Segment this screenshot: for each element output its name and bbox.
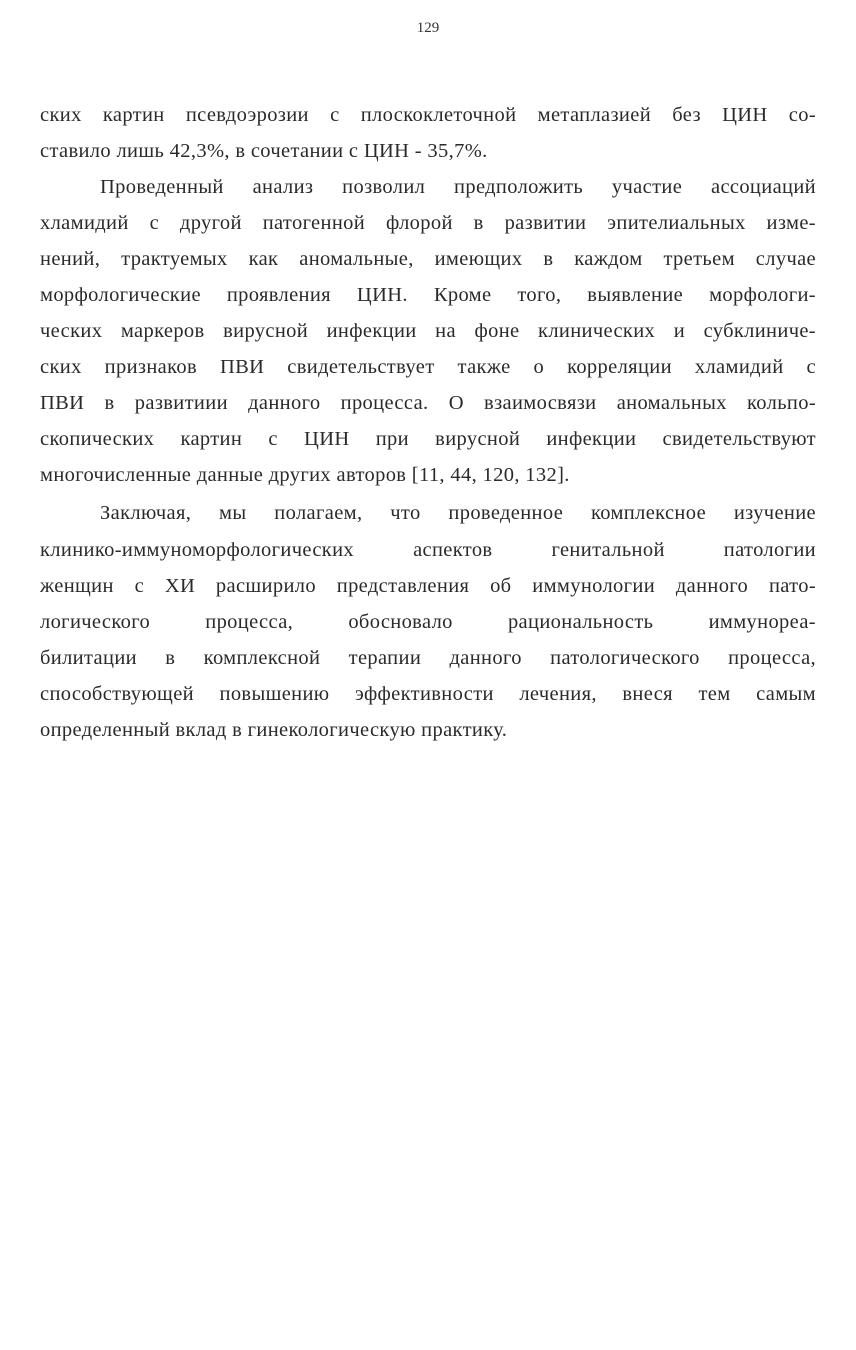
text-line: определенный вклад в гинекологическую практику. xyxy=(40,719,508,741)
paragraph-first-line: Заключая, мы полагаем, что проведенное комплексное изучение xyxy=(100,502,816,524)
text-line: способствующей повышению эффективности лечения, внеся тем самым xyxy=(40,683,816,705)
text-line: ПВИ в развитиии данного процесса. О взаимосвязи аномальных кольпо- xyxy=(40,392,816,414)
text-line: ставило лишь 42,3%, в сочетании с ЦИН - 35,7%. xyxy=(40,140,488,162)
text-line: нений, трактуемых как аномальные, имеющих в каждом третьем случае xyxy=(40,248,816,270)
text-line: морфологические проявления ЦИН. Кроме того, выявление морфологи- xyxy=(40,284,816,306)
text-line: логического процесса, обосновало рациональность иммунореа- xyxy=(40,611,816,633)
text-line: ских признаков ПВИ свидетельствует также о корреляции хламидий с xyxy=(40,356,816,378)
text-line: скопических картин с ЦИН при вирусной инфекции свидетельствуют xyxy=(40,428,816,450)
text-line: женщин с ХИ расширило представления об иммунологии данного пато- xyxy=(40,575,816,597)
text-line: ческих маркеров вирусной инфекции на фоне клинических и субклиниче- xyxy=(40,320,816,342)
text-line: ских картин псевдоэрозии с плоскоклеточной метаплазией без ЦИН со- xyxy=(40,104,816,126)
text-line: билитации в комплексной терапии данного патологического процесса, xyxy=(40,647,816,669)
page-number: 129 xyxy=(416,20,440,36)
text-line: клинико-иммуноморфологических аспектов генитальной патологии xyxy=(40,539,816,561)
text-line: хламидий с другой патогенной флорой в развитии эпителиальных изме- xyxy=(40,212,816,234)
text-line: многочисленные данные других авторов [11, 44, 120, 132]. xyxy=(40,464,570,486)
paragraph-first-line: Проведенный анализ позволил предположить участие ассоциаций xyxy=(100,176,816,198)
